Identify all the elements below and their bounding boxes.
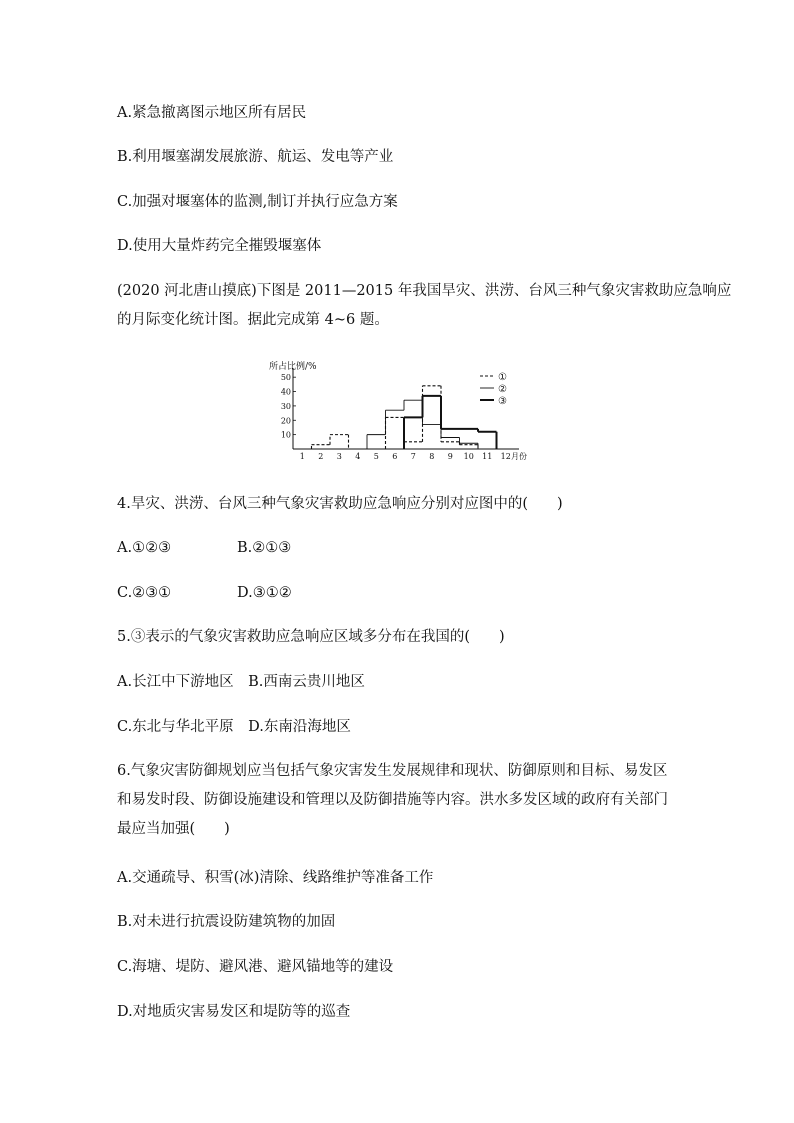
legend-label-3: ③ <box>498 396 507 407</box>
x-tick-label: 1 <box>299 452 305 461</box>
x-tick-label: 11 <box>482 452 493 461</box>
chart-axes <box>293 368 519 449</box>
q3-option-c: C.加强对堰塞体的监测,制订并执行应急方案 <box>117 194 398 210</box>
x-tick-label: 4 <box>355 452 361 461</box>
series-line-1 <box>312 386 479 449</box>
q3-option-a: A.紧急撤离图示地区所有居民 <box>117 105 307 121</box>
q4-options-row-2 <box>117 583 292 603</box>
y-tick-label: 40 <box>280 387 291 397</box>
x-tick-label: 10 <box>463 452 474 461</box>
q6-option-b: B.对未进行抗震设防建筑物的加固 <box>117 914 336 930</box>
q6-option-c: C.海塘、堤防、避风港、避风锚地等的建设 <box>117 959 394 975</box>
q6-option-a: A.交通疏导、积雪(冰)清除、线路维护等准备工作 <box>117 870 434 886</box>
q5-stem: 5.③表示的气象灾害救助应急响应区域多分布在我国的( ) <box>117 629 505 645</box>
chart-legend <box>480 372 507 407</box>
intro-line-1: (2020 河北唐山摸底)下图是 2011—2015 年我国旱灾、洪涝、台风三种气象灾害救助应急响应 <box>117 283 732 299</box>
q3-option-d: D.使用大量炸药完全摧毁堰塞体 <box>117 238 322 254</box>
y-tick-label: 50 <box>280 373 291 383</box>
y-tick-label: 20 <box>280 416 291 426</box>
chart-series <box>312 386 497 449</box>
disaster-response-chart <box>262 356 542 468</box>
q5-options-cd: C.东北与华北平原 D.东南沿海地区 <box>117 719 351 735</box>
q5-options-ab: A.长江中下游地区 B.西南云贵川地区 <box>117 674 365 690</box>
x-axis-label: 月份 <box>511 452 527 461</box>
q4-option-c: C.②③① <box>117 585 172 601</box>
x-tick-label: 2 <box>318 452 324 461</box>
y-tick-label: 30 <box>280 401 291 411</box>
y-axis-label: 所占比例/% <box>269 362 317 372</box>
series-line-3 <box>404 396 497 449</box>
q3-option-b: B.利用堰塞湖发展旅游、航运、发电等产业 <box>117 149 394 165</box>
y-axis-ticks <box>281 373 296 439</box>
x-tick-label: 5 <box>373 452 379 461</box>
x-tick-label: 8 <box>429 452 435 461</box>
x-tick-label: 12 <box>500 452 511 461</box>
q6-option-d: D.对地质灾害易发区和堤防等的巡查 <box>117 1004 351 1020</box>
x-tick-label: 9 <box>447 452 453 461</box>
legend-label-2: ② <box>498 384 507 395</box>
legend-label-1: ① <box>498 372 507 383</box>
q4-options-row-1 <box>117 538 292 558</box>
x-tick-label: 7 <box>410 452 416 461</box>
q6-stem: 6.气象灾害防御规划应当包括气象灾害发生发展规律和现状、防御原则和目标、易发区和易发时段、防御设施建设和管理以及防御措施等内容。洪水多发区域的政府有关部门最应当加强( ) <box>117 763 668 837</box>
q4-stem: 4.旱灾、洪涝、台风三种气象灾害救助应急响应分别对应图中的( ) <box>117 496 563 512</box>
x-tick-label: 6 <box>392 452 398 461</box>
x-tick-label: 3 <box>336 452 342 461</box>
x-axis-ticks <box>300 451 527 461</box>
q4-option-b: B.②①③ <box>237 540 292 556</box>
q4-option-a: A.①②③ <box>117 540 172 556</box>
q4-option-d: D.③①② <box>237 585 292 601</box>
intro-line-2: 的月际变化统计图。据此完成第 4~6 题。 <box>117 312 389 328</box>
y-tick-label: 10 <box>280 430 291 440</box>
